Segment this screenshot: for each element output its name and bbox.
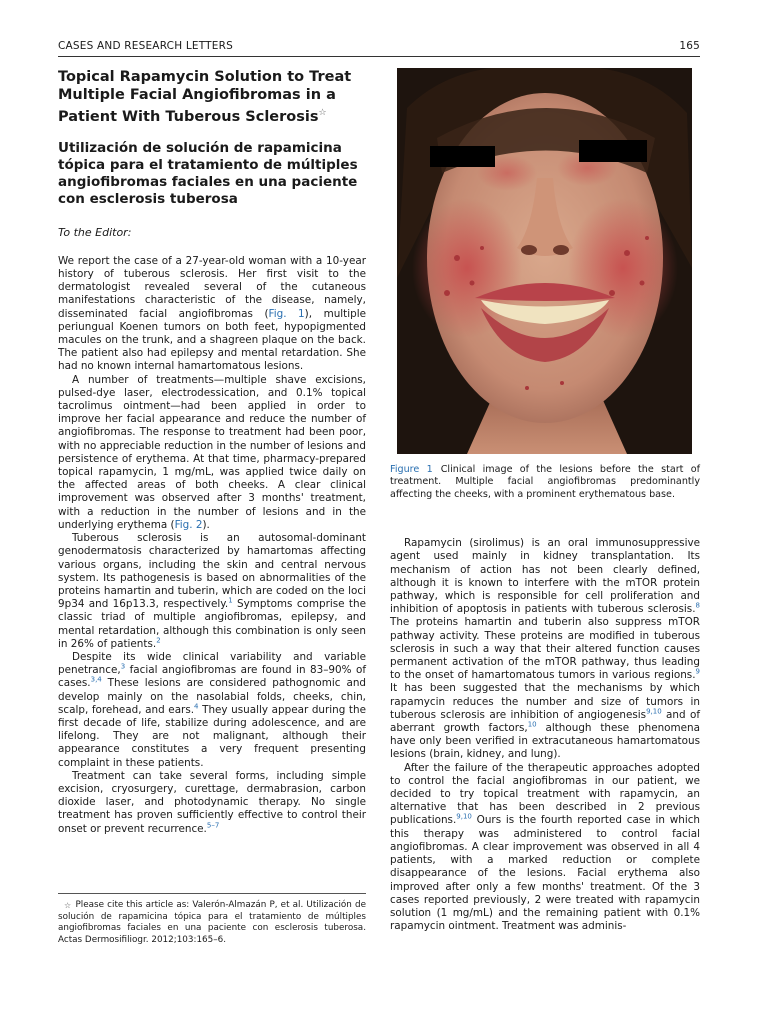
right-column <box>390 68 700 933</box>
figure-caption-text: Clinical image of the lesions before the start of treatment. Multiple facial angiofibromas predominantly affecting the cheeks, with a prominent erythematous base. <box>390 464 700 500</box>
citation-ref[interactable]: 1 <box>228 596 233 605</box>
citation-ref[interactable]: 3,4 <box>90 675 102 684</box>
left-body-text <box>58 255 366 836</box>
citation-ref[interactable]: 8 <box>695 601 700 610</box>
citation-ref[interactable]: 9,10 <box>456 813 472 822</box>
citation-ref[interactable]: 10 <box>527 720 537 729</box>
citation-ref[interactable]: 5–7 <box>206 821 220 830</box>
footnote-text: Please cite this article as: Valerón-Almazán P, et al. Utilización de solución de rapamicina tópica para el tratamiento de múltiples angiofibromas faciales en una paciente con esclerosis tuberosa. Actas Dermosifiliogr. 2012;103:165–6. <box>58 900 366 945</box>
paragraph-3: Tuberous sclerosis is an autosomal-dominant genodermatosis characterized by hamartomas affecting various organs, including the skin and central nervous system. Its pathogenesis is based on abnormalities of the proteins hamartin and tuberin, which are coded on the loci 9p34 and 16p13.3, respectively.$^1$ Symptoms comprise the classic triad of multiple angiofibromas, epilepsy, and mental retardation, although this combination is only seen in 26% of patients.$^2$ <box>58 532 366 650</box>
footnote <box>58 893 366 946</box>
figure-label: Figure 1 <box>390 464 433 475</box>
citation-ref[interactable]: 4 <box>194 702 199 711</box>
article-title-english: Topical Rapamycin Solution to Treat Multiple Facial Angiofibromas in a Patient With Tuberous Sclerosis☆ <box>58 69 352 125</box>
section-label: CASES AND RESEARCH LETTERS <box>58 40 233 52</box>
left-column <box>58 68 366 836</box>
paragraph-7: After the failure of the therapeutic approaches adopted to control the facial angiofibromas in our patient, we decided to try topical treatment with rapamycin, an alternative that has been described in 2 previous publications.$^{9,10}$ Ours is the fourth reported case in which this therapy was administered to control facial angiofibromas. A clear improvement was observed in all 4 patients, with a marked reduction or complete disappearance of the lesions. Facial erythema also improved after only a few months' treatment. Of the 3 cases reported previously, 2 were treated with rapamycin solution (1 mg/mL) and the remaining patient with 0.1% rapamycin ointment. Treatment was adminis- <box>390 761 700 933</box>
salutation: To the Editor: <box>58 225 132 239</box>
citation-ref[interactable]: 3 <box>120 662 126 671</box>
face-illustration <box>397 68 692 454</box>
citation-ref[interactable]: 9 <box>695 667 700 676</box>
figure-caption <box>390 464 700 501</box>
right-body-text <box>390 537 700 933</box>
figure-1-link[interactable]: Fig. 1 <box>268 307 305 320</box>
running-header <box>58 38 700 57</box>
figure-2-link[interactable]: Fig. 2 <box>174 518 203 531</box>
clinical-photo <box>397 68 692 454</box>
paragraph-4: Despite its wide clinical variability and variable penetrance,$^3$ facial angiofibromas are found in 83–90% of cases.$^{3,4}$ These lesions are considered pathognomic and develop mainly on the nasolabial folds, cheeks, chin, scalp, forehead, and ears.$^4$ They usually appear during the first decade of life, stabilize during adolescence, and are lifelong. They are not malignant, although their appearance constitutes a very frequent presenting complaint in these patients. <box>58 650 366 769</box>
article-title-spanish: Utilización de solución de rapamicina tópica para el tratamiento de múltiples angiofibromas faciales en una paciente con esclerosis tuberosa <box>58 139 358 207</box>
paragraph-1: We report the case of a 27-year-old woman with a 10-year history of tuberous sclerosis. Her first visit to the dermatologist revealed several of the cutaneous manifestations characteristic of the disease, namely, disseminated facial angiofibromas (Fig. 1), multiple periungual Koenen tumors on both feet, hypopigmented macules on the trunk, and a shagreen plaque on the back. The patient also had epilepsy and mental retardation. She had no known internal hamartomatous lesions. <box>58 254 366 373</box>
paragraph-2: A number of treatments—multiple shave excisions, pulsed-dye laser, electrodessication, and 0.1% topical tacrolimus ointment—had been applied in order to improve her facial appearance and reduce the number of angiofibromas. The response to treatment had been poor, with no appreciable reduction in the number of lesions and persistence of erythema. At that time, pharmacy-prepared topical rapamycin, 1 mg/mL, was applied twice daily on the affected areas of both cheeks. A clear clinical improvement was observed after 3 months' treatment, with a reduction in the number of lesions and in the underlying erythema (Fig. 2). <box>58 373 366 531</box>
citation-ref[interactable]: 2 <box>156 636 161 645</box>
paragraph-5: Treatment can take several forms, including simple excision, cryosurgery, curettage, dermabrasion, carbon dioxide laser, and photodynamic therapy. No single treatment has proven sufficiently effective to control their onset or prevent recurrence.$^{5-7}$ <box>58 769 366 835</box>
page-number: 165 <box>679 40 700 52</box>
footnote-mark: ☆ <box>64 901 72 910</box>
citation-ref[interactable]: 9,10 <box>646 707 662 716</box>
title-footnote-mark: ☆ <box>318 108 327 118</box>
paragraph-6: Rapamycin (sirolimus) is an oral immunosuppressive agent used mainly in kidney transplantation. Its mechanism of action has not been clearly defined, although it is known to interfere with the mTOR protein pathway, which is responsible for cell proliferation and inhibition of apoptosis in patients with tuberous sclerosis.$^8$ The proteins hamartin and tuberin also suppress mTOR pathway activity. These proteins are modified in tuberous sclerosis in such a way that their altered function causes permanent activation of the mTOR pathway, thus leading to the onset of hamartomatous tumors in various regions.$^9$ It has been suggested that the mechanisms by which rapamycin reduces the number and size of tumors in tuberous sclerosis are inhibition of angiogenesis$^{9,10}$ and of aberrant growth factors,$^{10}$ although these phenomena have only been verified in extracutaneous hamartomatous lesions (brain, kidney, and lung). <box>390 537 700 761</box>
